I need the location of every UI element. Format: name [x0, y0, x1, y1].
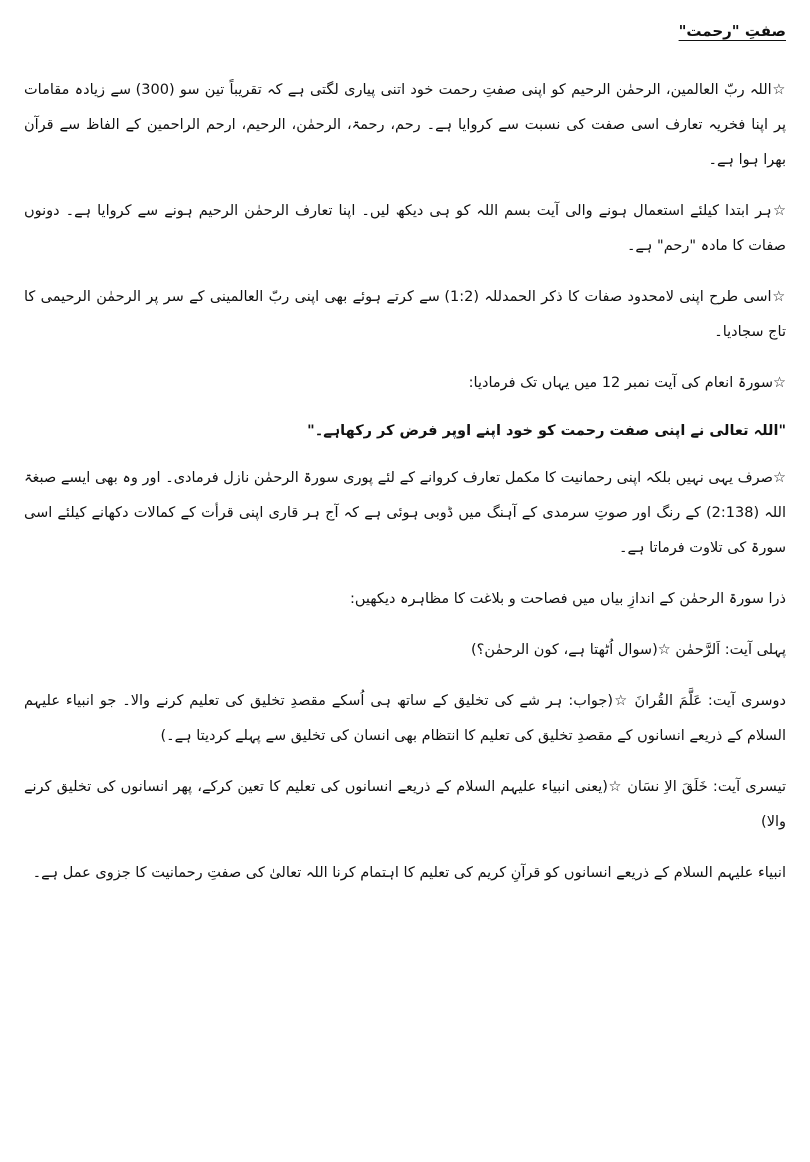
paragraph-fasahat: ذرا سورۃ الرحمٰن کے اندازِ بیاں میں فصاحت و بلاغت کا مظاہرہ دیکھیں: — [349, 591, 786, 607]
paragraph-ayah-1: پہلی آیت: اَلرَّحمٰن ☆(سوال اُٹھتا ہے، کون الرحمٰن؟) — [471, 642, 786, 658]
paragraph-conclusion: انبیاء علیہم السلام کے ذریعے انسانوں کو قرآنِ کریم کی تعلیم کا اہتمام کرنا اللہ تعالیٰ کی صفتِ رحمانیت کا جزوی عمل ہے۔ — [32, 865, 786, 881]
paragraph-rahmat-intro: ☆اللہ ربّ العالمین، الرحمٰن الرحیم کو اپنی صفتِ رحمت خود اتنی پیاری لگتی ہے کہ تقریباً تین سو (300) سے زیادہ مقامات پر اپنا فخریہ تعارف اسی صفت کی نسبت سے کروایا ہے۔ رحم، رحمۃ، الرحمٰن، الرحیم، ارحم الراحمین کے الفاظ سے قرآن بھرا ہوا ہے۔ — [24, 82, 786, 168]
paragraph-surah-rahman: ☆صرف یہی نہیں بلکہ اپنی رحمانیت کا مکمل تعارف کروانے کے لئے پوری سورۃ الرحمٰن نازل فرمادی۔ اور وہ بھی ایسے صبغۃ اللہ (2:138) کے رنگ اور صوتِ سرمدی کے آہنگ میں ڈوبی ہوئی ہے کہ آج ہر قاری اپنی قرأت کے کمالات دکھانے کیلئے اسی سورۃ کی تلاوت فرماتا ہے۔ — [24, 470, 787, 556]
paragraph-bismillah: ☆ہر ابتدا کیلئے استعمال ہونے والی آیت بسم اللہ کو ہی دیکھ لیں۔ اپنا تعارف الرحمٰن الرحیم ہونے سے کروایا ہے۔ دونوں صفات کا مادہ "رحم" ہے۔ — [24, 203, 786, 254]
paragraph-alhamdulillah: ☆اسی طرح اپنی لامحدود صفات کا ذکر الحمدللہ (1:2) سے کرتے ہوئے بھی اپنی ربّ العالمینی کے سر پر الرحمٰن الرحیمی کا تاج سجادیا۔ — [24, 289, 786, 340]
paragraph-ayah-3: تیسری آیت: خَلَقَ الاِ نسَان ☆(یعنی انبیاء علیہم السلام کے ذریعے انسانوں کی تعلیم کا تعین کرکے، پھر انسانوں کی تخلیق کرنے والا) — [24, 779, 786, 830]
paragraph-surah-anam: ☆سورۃ انعام کی آیت نمبر 12 میں یہاں تک فرمادیا: — [468, 375, 786, 391]
document-page — [24, 14, 786, 907]
document-title: صفتِ "رحمت" — [678, 22, 786, 40]
quote-rahmat: "اللہ تعالی نے اپنی صفت رحمت کو خود اپنے اوپر فرض کر رکھاہے۔" — [307, 423, 786, 439]
paragraph-ayah-2: دوسری آیت: عَلَّمَ القُرانَ ☆(جواب: ہر شے کی تخلیق کے ساتھ ہی اُسکے مقصدِ تخلیق کی تعلیم کرنے والا۔ جو انبیاء علیہم السلام کے ذریعے انسانوں کے مقصدِ تخلیق کی تعلیم کا انتظام بھی انسان کی تخلیق سے پہلے کردیتا ہے۔) — [24, 693, 786, 744]
